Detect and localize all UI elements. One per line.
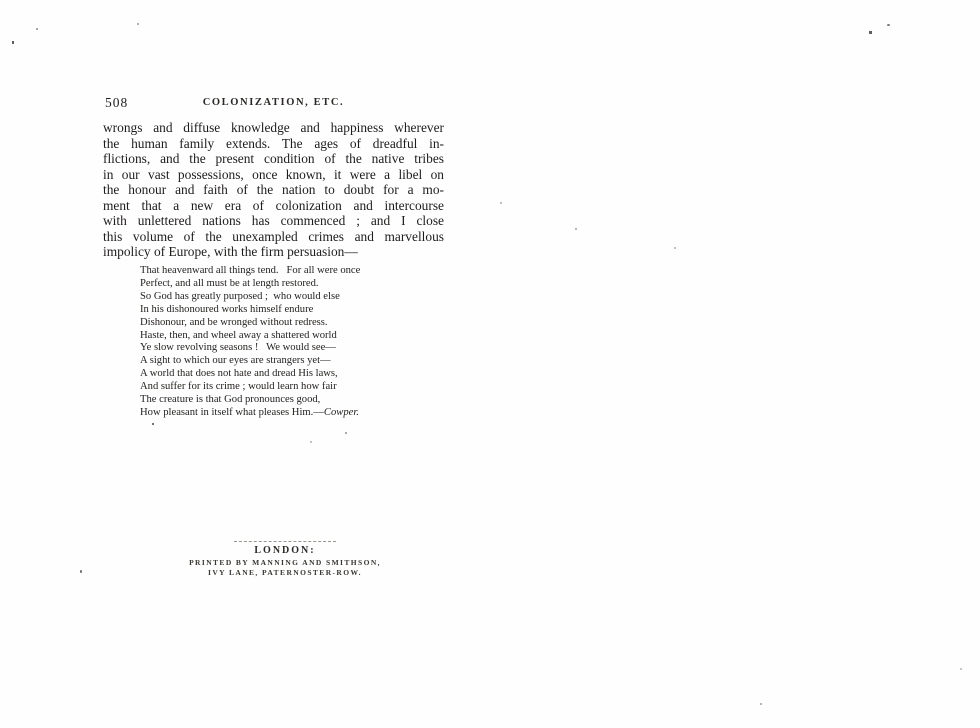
scan-speck	[575, 228, 577, 230]
scan-speck	[310, 441, 312, 443]
poem-line-attribution	[140, 407, 390, 420]
scan-speck	[674, 247, 676, 249]
poem-line: Dishonour, and be wronged without redress.	[140, 316, 328, 328]
scan-speck	[12, 41, 14, 44]
scan-speck	[500, 202, 502, 204]
paragraph-line: the human family extends. The ages of dreadful in-	[103, 135, 444, 151]
imprint-rule	[234, 541, 336, 542]
paragraph-line: the honour and faith of the nation to doubt for a mo-	[103, 182, 444, 197]
paragraph-line: flictions, and the present condition of the native tribes	[103, 151, 444, 166]
poem-line: A world that does not hate and dread His laws,	[140, 368, 338, 380]
paragraph-line: this volume of the unexampled crimes and marvellous	[103, 228, 444, 244]
paragraph-line: in our vast possessions, once known, it were a libel on	[103, 166, 444, 182]
paragraph-line: impolicy of Europe, with the firm persuasion—	[103, 244, 358, 259]
scan-speck	[869, 31, 872, 34]
poem-author: Cowper.	[323, 406, 359, 418]
paragraph-line: wrongs and diffuse knowledge and happiness wherever	[103, 120, 444, 135]
poem-line: And suffer for its crime ; would learn how fair	[140, 381, 337, 393]
poem-line: Haste, then, and wheel away a shattered world	[140, 329, 337, 341]
poem-line: Perfect, and all must be at length restored.	[140, 277, 319, 289]
main-paragraph	[103, 120, 444, 260]
scan-speck	[887, 24, 890, 26]
poem-last-line: How pleasant in itself what pleases Him.—	[140, 406, 324, 418]
scan-speck	[36, 28, 38, 30]
poem-line: The creature is that God pronounces good,	[140, 394, 321, 406]
scan-speck	[760, 703, 762, 705]
imprint-printer: PRINTED BY MANNING AND SMITHSON,	[189, 558, 381, 567]
scan-speck	[345, 432, 347, 434]
poem-line: That heavenward all things tend. For all were once	[140, 265, 361, 276]
poem-line: Ye slow revolving seasons ! We would see—	[140, 342, 336, 354]
scan-speck	[960, 668, 962, 670]
imprint-address: IVY LANE, PATERNOSTER-ROW.	[208, 567, 362, 577]
scan-speck	[80, 570, 82, 573]
poem-quote	[140, 265, 390, 420]
paragraph-line: with unlettered nations has commenced ; and I close	[103, 213, 444, 228]
scan-speck	[137, 23, 139, 25]
page-header	[103, 95, 444, 111]
imprint-city: LONDON:	[254, 545, 316, 556]
poem-line: So God has greatly purposed ; who would else	[140, 290, 340, 302]
running-title: COLONIZATION, ETC.	[202, 97, 345, 108]
scan-speck	[152, 423, 154, 425]
paragraph-line: ment that a new era of colonization and intercourse	[103, 197, 444, 213]
poem-line: A sight to which our eyes are strangers yet—	[140, 355, 331, 367]
page-number: 508	[105, 95, 129, 110]
printer-imprint	[115, 541, 455, 577]
poem-line: In his dishonoured works himself endure	[140, 303, 314, 315]
